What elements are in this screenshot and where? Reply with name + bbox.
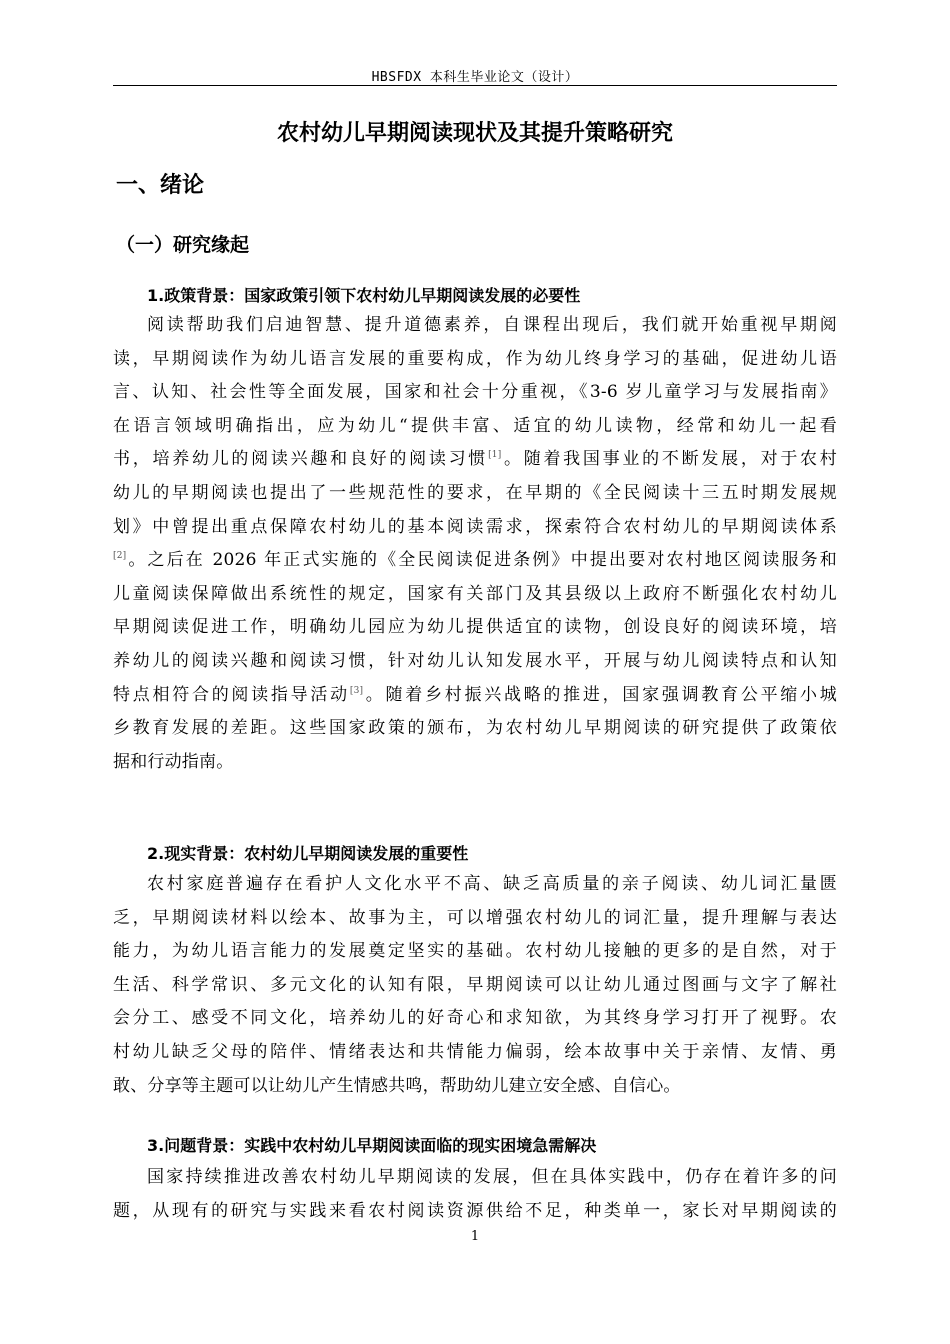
subsection-heading-policy: 1.政策背景：国家政策引领下农村幼儿早期阅读发展的必要性 [147,286,581,305]
text-line: 村幼儿缺乏父母的陪伴、情绪表达和共情能力偏弱，绘本故事中关于亲情、友情、勇 [113,1041,837,1062]
paragraph-problem [113,1161,837,1228]
text-segment: 。之后在 2026 年正式实施的《全民阅读促进条例》中提出要对农村地区阅读服务和 [126,550,837,571]
citation-ref: [1] [488,450,502,461]
text-line: 幼儿的早期阅读也提出了一些规范性的要求，在早期的《全民阅读十三五时期发展规 [113,482,837,503]
text-line: 儿童阅读保障做出系统性的规定，国家有关部门及其县级以上政府不断强化农村幼儿 [113,583,837,604]
text-line: 在语言领域明确指出，应为幼儿“提供丰富、适宜的幼儿读物，经常和幼儿一起看 [113,415,837,436]
text-line [113,544,837,578]
text-line: 敢、分享等主题可以让幼儿产生情感共鸣，帮助幼儿建立安全感、自信心。 [113,1075,681,1096]
citation-ref: [2] [113,551,127,562]
text-segment: 。随着我国事业的不断发展，对于农村 [501,449,837,470]
text-line: 乏，早期阅读材料以绘本、故事为主，可以增强农村幼儿的词汇量，提升理解与表达 [113,907,837,928]
text-segment: 书，培养幼儿的阅读兴趣和良好的阅读习惯 [113,449,489,470]
text-line: 题，从现有的研究与实践来看农村阅读资源供给不足，种类单一，家长对早期阅读的 [113,1200,837,1221]
text-line: 能力，为幼儿语言能力的发展奠定坚实的基础。农村幼儿接触的更多的是自然，对于 [113,941,837,962]
text-line: 养幼儿的阅读兴趣和阅读习惯，针对幼儿认知发展水平，开展与幼儿阅读特点和认知 [113,650,837,671]
subsection-heading-problem: 3.问题背景：实践中农村幼儿早期阅读面临的现实困境急需解决 [147,1136,597,1155]
page-number: 1 [470,1229,480,1244]
text-line: 国家持续推进改善农村幼儿早期阅读的发展，但在具体实践中，仍存在着许多的问 [147,1167,837,1187]
section-heading: （一）研究缘起 [116,234,250,256]
chapter-heading: 一、绪论 [116,173,205,198]
text-line: 农村家庭普遍存在看护人文化水平不高、缺乏高质量的亲子阅读、幼儿词汇量匮 [147,874,837,894]
text-line [113,443,837,477]
text-segment: 。随着乡村振兴战略的推进，国家强调教育公平缩小城 [363,684,837,705]
text-segment: 特点相符合的阅读指导活动 [113,684,350,705]
text-line: 言、认知、社会性等全面发展，国家和社会十分重视，《3-6 岁儿童学习与发展指南》 [113,382,837,403]
paper-title: 农村幼儿早期阅读现状及其提升策略研究 [276,121,673,146]
text-line: 早期阅读促进工作，明确幼儿园应为幼儿提供适宜的读物，创设良好的阅读环境，培 [113,617,837,638]
text-line: 据和行动指南。 [113,751,234,772]
citation-ref: [3] [349,685,364,696]
text-line: 乡教育发展的差距。这些国家政策的颁布，为农村幼儿早期阅读的研究提供了政策依 [113,718,837,739]
text-line: 读，早期阅读作为幼儿语言发展的重要构成，作为幼儿终身学习的基础，促进幼儿语 [113,348,837,369]
text-line: 生活、科学常识、多元文化的认知有限，早期阅读可以让幼儿通过图画与文字了解社 [113,974,837,995]
header-rule [113,85,837,86]
text-line: 划》中曾提出重点保障农村幼儿的基本阅读需求，探索符合农村幼儿的早期阅读体系 [113,516,837,537]
text-line [113,679,837,713]
text-line: 会分工、感受不同文化，培养幼儿的好奇心和求知欲，为其终身学习打开了视野。农 [113,1008,837,1029]
text-line: 阅读帮助我们启迪智慧、提升道德素养，自课程出现后，我们就开始重视早期阅 [147,315,837,335]
subsection-heading-reality: 2.现实背景：农村幼儿早期阅读发展的重要性 [147,844,469,863]
running-header: HBSFDX 本科生毕业论文（设计） [371,70,579,85]
paragraph-reality [113,868,837,1103]
paragraph-policy [113,309,837,779]
